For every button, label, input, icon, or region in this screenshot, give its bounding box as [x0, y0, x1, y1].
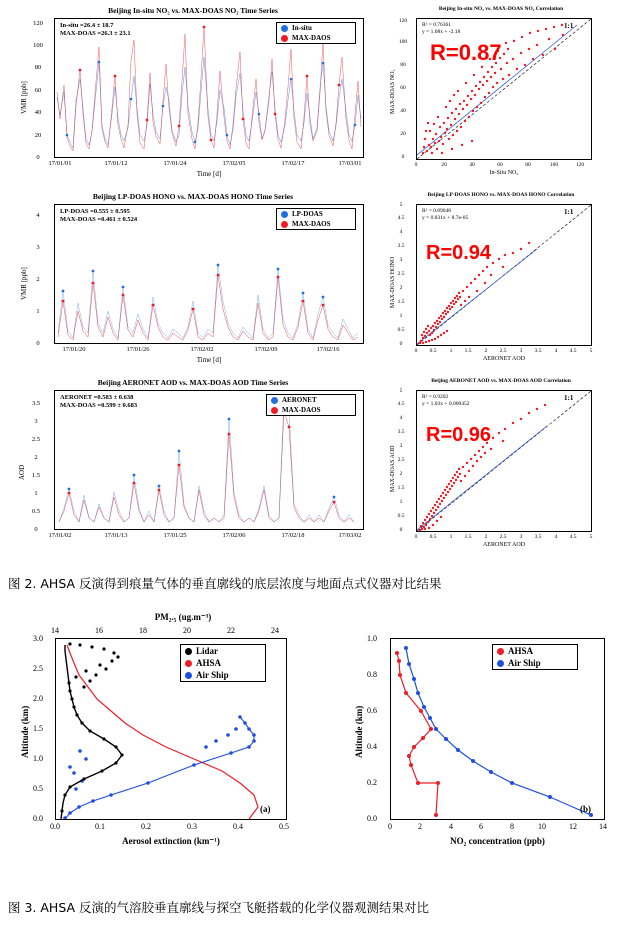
legend: [266, 394, 356, 416]
correlation-r-label: R=0.87: [430, 40, 502, 65]
correlation-r-label: R=0.94: [426, 242, 492, 264]
x-tick-label: 6: [479, 822, 483, 831]
stats-text: [60, 208, 137, 224]
x-tick-label: 0.5: [279, 822, 289, 831]
y-tick-label: 1: [36, 308, 40, 315]
x-tick-label: 17/01/25: [163, 532, 187, 539]
y-tick-label: 0: [401, 154, 405, 160]
x-axis-label: NO₂ concentration (ppb): [450, 836, 545, 846]
x-tick-label: 17/02/17: [281, 160, 305, 167]
x-tick-label: 0: [414, 348, 418, 354]
y-tick-label: 3: [34, 418, 38, 425]
legend-label: AHSA: [508, 646, 534, 656]
y-tick-label: 0: [399, 341, 403, 347]
figure-2-caption: 图 2. AHSA 反演得到痕量气体的垂直廓线的底层浓度与地面点式仪器对比结果: [8, 576, 442, 591]
y-tick-label: 4: [399, 415, 403, 421]
x-tick-label: 2.5: [499, 348, 507, 354]
fit-stats: [422, 208, 468, 222]
y-tick-label: 3.0: [33, 634, 43, 643]
legend-marker-icon: [185, 672, 192, 679]
one-to-one-label: 1:1: [564, 22, 574, 30]
legend-marker-icon: [281, 35, 288, 42]
x-tick-label: 4.5: [569, 534, 577, 540]
y-tick-label: 3.5: [31, 400, 41, 407]
y-tick-label: 1.5: [397, 485, 405, 491]
plot-area: [416, 204, 592, 346]
stat-line-2: MAX-DOAS =0.461 ± 0.524: [60, 216, 138, 224]
y-tick-label: 2: [36, 276, 40, 283]
y-tick-label: 120: [33, 20, 43, 27]
y-tick-label: 1: [399, 499, 403, 505]
legend-item: [181, 669, 265, 681]
x-tick-label: 5: [589, 348, 593, 354]
x-tick-label: 4: [449, 822, 453, 831]
y-tick-label: 4: [36, 212, 40, 219]
y-tick-label: 4.5: [397, 401, 405, 407]
x-tick-label: 80: [525, 162, 531, 168]
fit-equation-text: y = 1.08x + -2.18: [422, 29, 461, 36]
legend-label: AERONET: [282, 396, 317, 404]
y-tick-label: 0.5: [31, 508, 41, 515]
chart-profile-a: [10, 608, 330, 863]
fit-stats: [422, 22, 460, 36]
x-tick-label: 10: [538, 822, 546, 831]
y-tick-label: 5: [399, 202, 403, 208]
panel-tag: (a): [260, 804, 271, 814]
y-tick-label: 2: [399, 471, 403, 477]
y-tick-label: 1.5: [33, 724, 43, 733]
y-axis-label: VMR [ppb]: [20, 267, 28, 300]
y-tick-label: 1: [34, 490, 38, 497]
y-tick-label: 120: [398, 18, 408, 24]
y-tick-label: 100: [398, 39, 408, 45]
x-tick-label: 0.5: [429, 534, 437, 540]
y-tick-label: 1.5: [31, 472, 41, 479]
legend-label: In-situ: [292, 24, 312, 32]
y-tick-label: 0: [399, 527, 403, 533]
y-tick-label: 2.5: [31, 436, 41, 443]
stat-line-2: MAX-DOAS =0.599 ± 0.683: [60, 402, 138, 410]
chart-aod-correlation: [386, 376, 616, 556]
y-tick-label: 0.5: [397, 327, 405, 333]
legend-label: Lidar: [196, 646, 219, 656]
legend-item: [181, 645, 265, 657]
y-tick-label: 1.5: [397, 299, 405, 305]
x-tick-label: 1: [449, 534, 453, 540]
chart-aod-timeseries: [8, 376, 378, 556]
y-tick-label: 3: [399, 443, 403, 449]
x-tick-label: 4.5: [569, 348, 577, 354]
x-tick-label: 17/03/01: [338, 160, 362, 167]
legend-item: [493, 645, 577, 657]
chart-title: Beijing In-situ NO₂ vs. MAX-DOAS NO₂ Correlation: [438, 6, 564, 12]
legend-item: [267, 405, 355, 415]
y-axis-label: AOD: [18, 464, 26, 480]
legend-item: [181, 657, 265, 669]
figure-3-caption: 图 3. AHSA 反演的气溶胶垂直廓线与探空飞艇搭载的化学仪器观测结果对比: [8, 900, 430, 915]
x-tick-label: 17/01/20: [62, 346, 86, 353]
legend-item: [277, 209, 355, 219]
x-axis-label: Time [d]: [196, 356, 222, 364]
chart-title: Beijing LP-DOAS HONO vs. MAX-DOAS HONO Correlation: [427, 192, 575, 198]
y-tick-label: 4.5: [397, 215, 405, 221]
legend-item: [277, 219, 355, 229]
x-tick-label: 17/01/13: [104, 532, 128, 539]
y-tick-label: 5: [399, 388, 403, 394]
x-tick-label: 17/02/06: [222, 532, 246, 539]
x-axis-label: Time [d]: [196, 170, 222, 178]
x-tick-label: 17/01/02: [48, 532, 72, 539]
x-axis-label: AERONET AOD: [482, 356, 526, 362]
legend-label: MAX-DAOS: [292, 220, 331, 228]
y-axis-label: Altitude (km): [20, 705, 30, 758]
fit-stats: [422, 394, 469, 408]
x-tick-label: 3: [519, 534, 523, 540]
x-tick-label: 17/02/02: [190, 346, 214, 353]
chart-title: Beijing LP-DOAS HONO vs. MAX-DOAS HONO Time Series: [92, 192, 294, 201]
legend-item: [493, 657, 577, 669]
x-tick-label: 17/02/09: [254, 346, 278, 353]
x-tick-label: 1.5: [464, 348, 472, 354]
legend: [276, 22, 356, 44]
x-tick-label: 3: [519, 348, 523, 354]
legend-marker-icon: [185, 648, 192, 655]
legend-marker-icon: [497, 648, 504, 655]
y-tick-label: 2.0: [33, 694, 43, 703]
x-tick-label: 60: [497, 162, 503, 168]
chart-title: Beijing AERONET AOD vs. MAX-DOAS AOD Correlation: [431, 378, 571, 384]
x-tick-label: 4: [554, 534, 558, 540]
x-tick-label: 3.5: [534, 348, 542, 354]
plot-area: [416, 390, 592, 532]
y-tick-label: 80: [34, 64, 42, 71]
legend-item: [277, 23, 355, 33]
series-canvas: [417, 205, 591, 345]
fit-equation-text: y = 0.831x + 8.7e-05: [422, 215, 469, 222]
stat-line-1: LP-DOAS =0.555 ± 0.595: [60, 208, 130, 215]
y-tick-label: 40: [400, 108, 406, 114]
x-tick-label: 17/02/18: [281, 532, 305, 539]
y-tick-label: 40: [34, 109, 42, 116]
top-axis-label: PM₂.₅ (ug.m⁻³): [154, 612, 212, 622]
y-tick-label: 20: [400, 131, 406, 137]
top-tick-label: 20: [183, 626, 191, 635]
correlation-r-label: R=0.96: [426, 424, 492, 446]
y-tick-label: 0: [34, 526, 38, 533]
x-tick-label: 1: [449, 348, 453, 354]
y-tick-label: 1: [399, 313, 403, 319]
x-tick-label: 5: [589, 534, 593, 540]
y-axis-label: VMR [ppb]: [20, 81, 28, 114]
top-tick-label: 18: [139, 626, 147, 635]
x-tick-label: 0.3: [187, 822, 197, 831]
y-tick-label: 0.6: [367, 706, 377, 715]
legend: [276, 208, 356, 230]
x-tick-label: 0: [414, 534, 418, 540]
stat-line-1: AERONET =0.583 ± 0.638: [60, 394, 134, 401]
x-tick-label: 0.4: [233, 822, 243, 831]
y-tick-label: 20: [34, 132, 42, 139]
y-tick-label: 0: [36, 154, 40, 161]
legend-item: [267, 395, 355, 405]
legend-label: Air Ship: [508, 658, 541, 668]
legend-label: Air Ship: [196, 670, 229, 680]
x-tick-label: 100: [549, 162, 559, 168]
y-tick-label: 4: [399, 229, 403, 235]
stats-text: [60, 394, 137, 410]
y-tick-label: 60: [400, 85, 406, 91]
x-tick-label: 2: [418, 822, 422, 831]
x-axis-label: AERONET AOD: [482, 542, 526, 548]
y-tick-label: 2: [399, 285, 403, 291]
x-axis-label: In-Situ NO₂: [489, 170, 519, 176]
stat-line-1: In-situ =26.4 ± 18.7: [60, 22, 114, 29]
one-to-one-label: 1:1: [564, 394, 574, 402]
y-tick-label: 0.0: [33, 814, 43, 823]
top-tick-label: 16: [95, 626, 103, 635]
x-tick-label: 0.1: [95, 822, 105, 831]
x-tick-label: 14: [599, 822, 607, 831]
chart-hono-correlation: [386, 190, 616, 370]
x-axis-label: Aerosol extinction (km⁻¹): [122, 836, 220, 846]
x-tick-label: 0.0: [50, 822, 60, 831]
y-tick-label: 0.5: [397, 513, 405, 519]
x-tick-label: 4: [554, 348, 558, 354]
top-tick-label: 24: [271, 626, 279, 635]
legend: [180, 644, 266, 682]
fit-equation-text: y = 1.03x + 0.000452: [422, 401, 470, 408]
y-tick-label: 2.5: [33, 664, 43, 673]
stat-line-2: MAX-DOAS =26.3 ± 23.1: [60, 30, 131, 38]
y-tick-label: 1.0: [33, 754, 43, 763]
one-to-one-label: 1:1: [564, 208, 574, 216]
legend-marker-icon: [497, 660, 504, 667]
x-tick-label: 17/01/12: [104, 160, 128, 167]
chart-title: Beijing In-situ NO₂ vs. MAX-DOAS NO₂ Time Series: [108, 6, 278, 15]
x-tick-label: 0.5: [429, 348, 437, 354]
y-axis-label: Altitude (km): [354, 705, 364, 758]
x-tick-label: 17/02/16: [316, 346, 340, 353]
legend-marker-icon: [281, 221, 288, 228]
y-tick-label: 1.0: [367, 634, 377, 643]
y-tick-label: 0.8: [367, 670, 377, 679]
y-tick-label: 0.5: [33, 784, 43, 793]
y-tick-label: 0.4: [367, 742, 377, 751]
y-tick-label: 3.5: [397, 243, 405, 249]
x-tick-label: 0.2: [141, 822, 151, 831]
legend-marker-icon: [271, 407, 278, 414]
figure-3: [0, 608, 620, 868]
y-tick-label: 3: [399, 257, 403, 263]
y-tick-label: 0.0: [367, 814, 377, 823]
x-tick-label: 17/03/02: [338, 532, 362, 539]
x-tick-label: 1.5: [464, 534, 472, 540]
legend-label: MAX-DAOS: [282, 406, 321, 414]
legend-label: AHSA: [196, 658, 222, 668]
top-tick-label: 22: [227, 626, 235, 635]
panel-tag: (b): [580, 804, 591, 814]
chart-no2-correlation: [386, 4, 616, 184]
r-squared-text: R² = 0.76361: [422, 22, 452, 28]
y-axis-label: MAX-DOAS HONO: [390, 256, 396, 308]
x-tick-label: 17/02/05: [222, 160, 246, 167]
r-squared-text: R² = 0.89048: [422, 208, 452, 214]
legend-label: LP-DOAS: [292, 210, 323, 218]
x-tick-label: 0: [414, 162, 418, 168]
x-tick-label: 2: [484, 534, 488, 540]
y-tick-label: 3.5: [397, 429, 405, 435]
legend-marker-icon: [271, 397, 278, 404]
x-tick-label: 40: [469, 162, 475, 168]
x-tick-label: 2: [484, 348, 488, 354]
legend-label: MAX-DAOS: [292, 34, 331, 42]
y-tick-label: 0.2: [367, 778, 377, 787]
y-tick-label: 80: [400, 62, 406, 68]
chart-no2-timeseries: [8, 4, 378, 184]
x-tick-label: 2.5: [499, 534, 507, 540]
y-tick-label: 3: [36, 244, 40, 251]
legend-item: [277, 33, 355, 43]
y-tick-label: 2.5: [397, 271, 405, 277]
x-tick-label: 0: [388, 822, 392, 831]
x-tick-label: 20: [441, 162, 447, 168]
y-tick-label: 2: [34, 454, 38, 461]
y-tick-label: 100: [33, 42, 43, 49]
series-canvas: [417, 391, 591, 531]
y-tick-label: 2.5: [397, 457, 405, 463]
x-tick-label: 17/01/24: [163, 160, 187, 167]
y-tick-label: 0: [36, 340, 40, 347]
chart-title: Beijing AERONET AOD vs. MAX-DOAS AOD Time Series: [97, 378, 289, 387]
x-tick-label: 12: [569, 822, 577, 831]
chart-profile-b: [340, 608, 615, 863]
x-tick-label: 17/01/01: [48, 160, 72, 167]
y-axis-label: MAX-DOAS NO₂: [390, 69, 396, 114]
x-tick-label: 120: [575, 162, 585, 168]
chart-hono-timeseries: [8, 190, 378, 370]
legend-marker-icon: [185, 660, 192, 667]
legend: [492, 644, 578, 670]
legend-marker-icon: [281, 25, 288, 32]
x-tick-label: 3.5: [534, 534, 542, 540]
top-tick-label: 14: [51, 626, 59, 635]
x-tick-label: 17/01/26: [126, 346, 150, 353]
x-tick-label: 8: [510, 822, 514, 831]
y-tick-label: 60: [34, 87, 42, 94]
legend-marker-icon: [281, 211, 288, 218]
stats-text: [60, 22, 131, 38]
r-squared-text: R² = 0.9202: [422, 394, 449, 400]
y-axis-label: MAX-DOAS AOD: [390, 445, 396, 492]
